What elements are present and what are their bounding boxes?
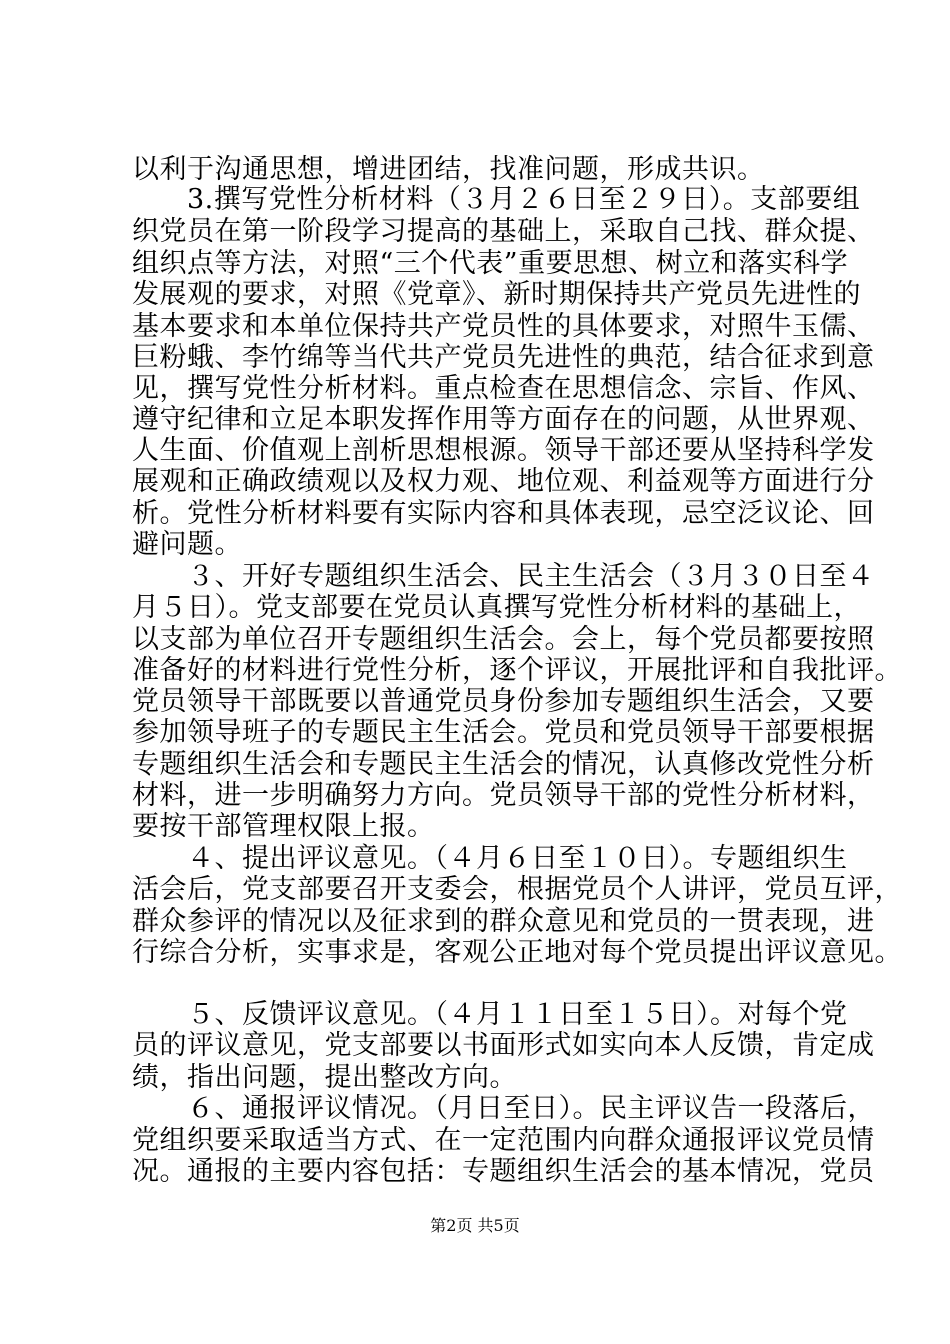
text-line: ６、通报评议情况。（月日至日）。民主评议告一段落后， — [132, 1093, 875, 1124]
text-line: 展观和正确政绩观以及权力观、地位观、利益观等方面进行分 — [132, 466, 875, 497]
text-line: 况。通报的主要内容包括：专题组织生活会的基本情况，党员 — [132, 1156, 875, 1187]
text-line: 以支部为单位召开专题组织生活会。会上，每个党员都要按照 — [132, 624, 875, 655]
text-line: 群众参评的情况以及征求到的群众意见和党员的一贯表现，进 — [132, 906, 875, 937]
text-line: 材料，进一步明确努力方向。党员领导干部的党性分析材料， — [132, 780, 875, 811]
text-line: 避问题。 — [132, 529, 242, 560]
text-line: 月５日）。党支部要在党员认真撰写党性分析材料的基础上， — [132, 592, 861, 623]
text-line: 织党员在第一阶段学习提高的基础上，采取自己找、群众提、 — [132, 216, 875, 247]
text-line: 活会后，党支部要召开支委会，根据党员个人讲评，党员互评， — [132, 874, 902, 905]
text-line: ４、提出评议意见。（４月６日至１０日）。专题组织生 — [132, 843, 848, 874]
page-footer: 第2页 共5页 — [430, 1216, 520, 1235]
text-line: 巨粉蛾、李竹绵等当代共产党员先进性的典范，结合征求到意 — [132, 342, 875, 373]
text-line: 参加领导班子的专题民主生活会。党员和党员领导干部要根据 — [132, 717, 875, 748]
text-line: 遵守纪律和立足本职发挥作用等方面存在的问题，从世界观、 — [132, 404, 875, 435]
text-line: 发展观的要求，对照《党章》、新时期保持共产党员先进性的 — [132, 279, 861, 310]
text-line: 绩，指出问题，提出整改方向。 — [132, 1062, 517, 1093]
text-line: 专题组织生活会和专题民主生活会的情况，认真修改党性分析 — [132, 749, 875, 780]
text-line: 见，撰写党性分析材料。重点检查在思想信念、宗旨、作风、 — [132, 373, 875, 404]
text-line: ３、开好专题组织生活会、民主生活会（３月３０日至４ — [132, 561, 875, 592]
text-line: 组织点等方法，对照“三个代表”重要思想、树立和落实科学 — [132, 248, 849, 279]
text-line: 党组织要采取适当方式、在一定范围内向群众通报评议党员情 — [132, 1125, 875, 1156]
text-line: 基本要求和本单位保持共产党员性的具体要求，对照牛玉儒、 — [132, 311, 875, 342]
text-line: 析。党性分析材料要有实际内容和具体表现，忌空泛议论、回 — [132, 498, 875, 529]
text-line: 以利于沟通思想，增进团结，找准问题，形成共识。 — [132, 154, 765, 185]
text-line: 准备好的材料进行党性分析，逐个评议，开展批评和自我批评。 — [132, 655, 902, 686]
text-line: 员的评议意见，党支部要以书面形式如实向本人反馈，肯定成 — [132, 1030, 875, 1061]
text-line: 要按干部管理权限上报。 — [132, 811, 435, 842]
text-line: 行综合分析，实事求是，客观公正地对每个党员提出评议意见。 — [132, 937, 902, 968]
text-line: ５、反馈评议意见。（４月１１日至１５日）。对每个党 — [132, 999, 848, 1030]
text-line: 党员领导干部既要以普通党员身份参加专题组织生活会，又要 — [132, 686, 875, 717]
text-line: 人生面、价值观上剖析思想根源。领导干部还要从坚持科学发 — [132, 435, 875, 466]
text-line: 3.撰写党性分析材料（３月２６日至２９日）。支部要组 — [132, 184, 861, 215]
